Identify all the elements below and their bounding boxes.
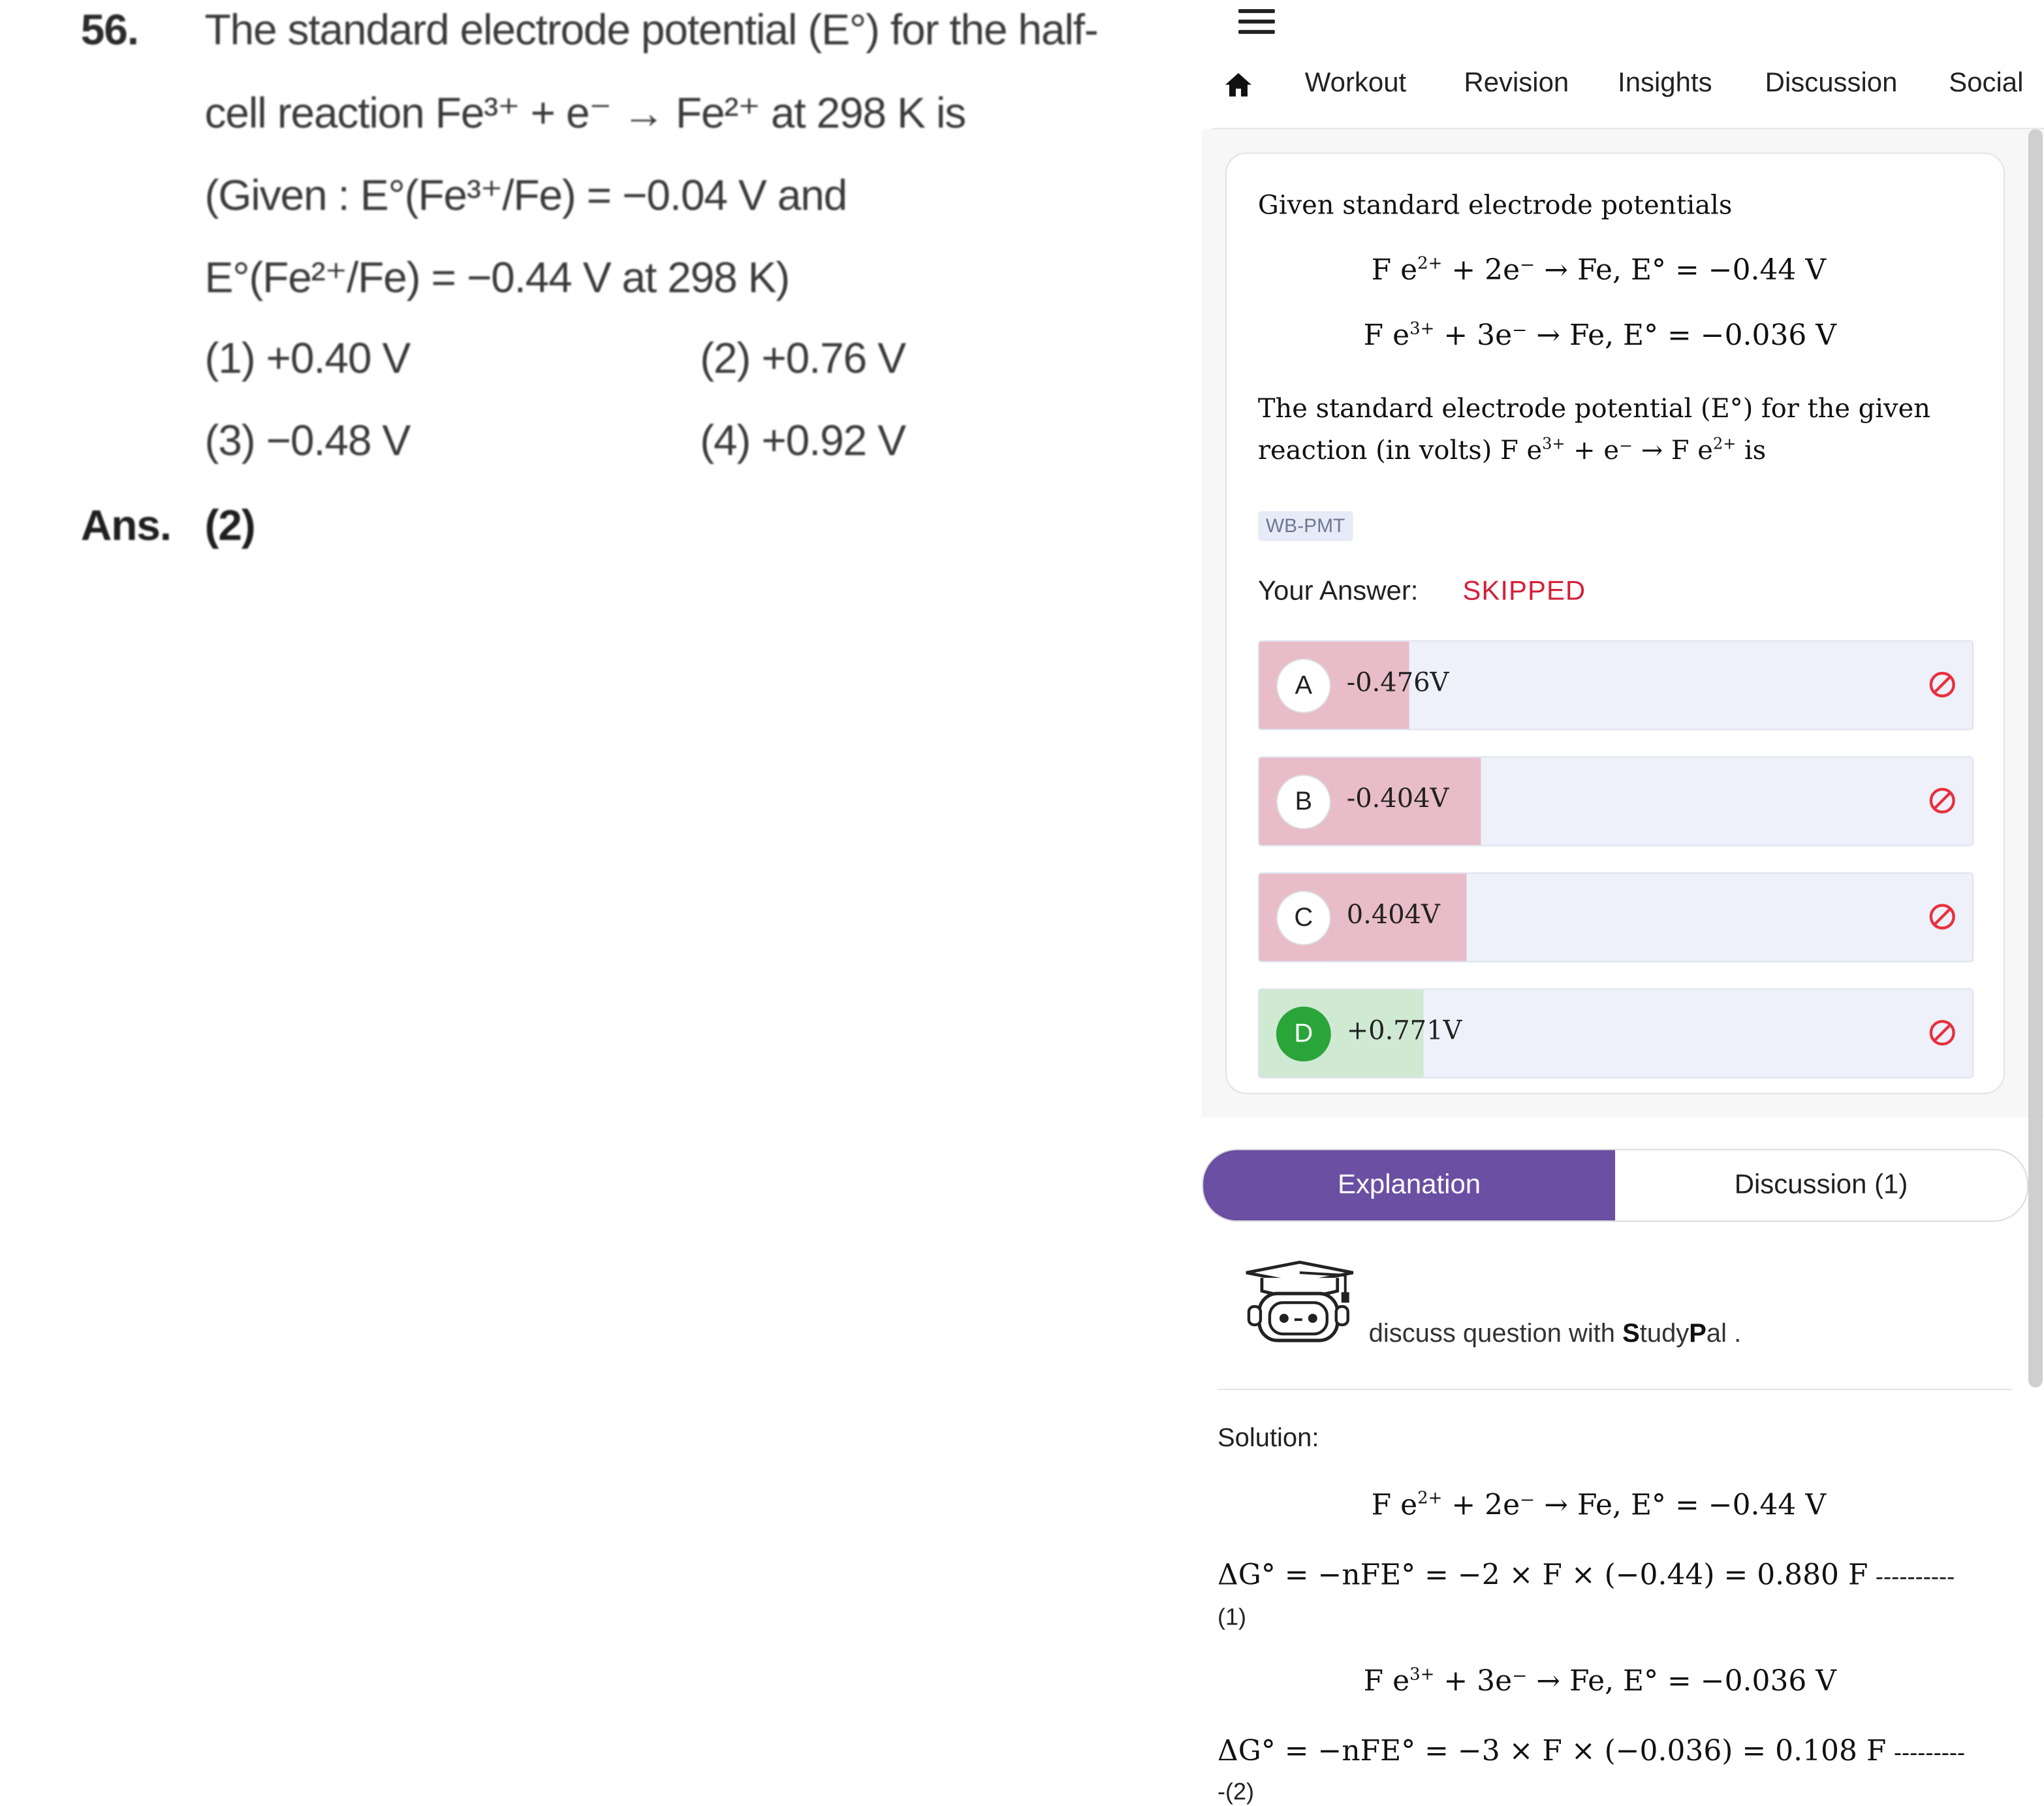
nav-tab-insights[interactable]: Insights xyxy=(1618,67,1712,98)
option-d-value: +0.771V xyxy=(1346,1014,1462,1046)
ban-icon xyxy=(1928,671,1957,699)
option-b-letter: B xyxy=(1276,774,1331,829)
home-icon[interactable] xyxy=(1223,69,1254,101)
top-nav xyxy=(1212,52,2044,129)
solution-ref-2: -(2) xyxy=(1218,1779,1254,1805)
studypal-prompt[interactable]: discuss question with StudyPal . xyxy=(1368,1320,1742,1349)
scan-option-2: (2) +0.76 V xyxy=(700,334,905,383)
ban-icon xyxy=(1928,1019,1957,1047)
solution-ref-1: (1) xyxy=(1218,1604,1246,1630)
scrollbar[interactable] xyxy=(2028,129,2043,1387)
scan-line-3: (Given : E°(Fe³⁺/Fe) = −0.04 V and xyxy=(204,170,847,219)
solution-equation-2: F $e^{3+} + 3e^- \to Fe$, E° = −0.036 V xyxy=(1363,1665,1837,1698)
tab-discussion[interactable]: Discussion (1) xyxy=(1734,1169,1908,1200)
solution-equation-1: F $e^{2+} + 2e^- \to Fe$, E° = −0.44 V xyxy=(1371,1489,1827,1523)
exam-tag: WB-PMT xyxy=(1258,511,1353,541)
your-answer-label: Your Answer: xyxy=(1257,576,1419,607)
nav-tab-workout[interactable]: Workout xyxy=(1304,67,1407,98)
option-b-value: -0.404V xyxy=(1346,782,1449,814)
option-c-value: 0.404V xyxy=(1346,898,1440,930)
nav-tab-social[interactable]: Social xyxy=(1949,67,2024,98)
scan-line-4: E°(Fe²⁺/Fe) = −0.44 V at 298 K) xyxy=(204,253,790,302)
option-c[interactable] xyxy=(1258,872,1973,962)
nav-tab-revision[interactable]: Revision xyxy=(1464,67,1569,98)
question-number: 56. xyxy=(80,5,138,54)
question-equation-1: F $e^{2+} + 2e^- \to Fe$, E° = −0.44 V xyxy=(1371,254,1827,288)
ban-icon xyxy=(1928,902,1957,931)
divider xyxy=(1218,1389,2013,1390)
scan-line-1: The standard electrode potential (E°) for the half- xyxy=(204,5,1098,54)
option-c-letter: C xyxy=(1276,891,1331,945)
option-a-letter: A xyxy=(1276,659,1331,714)
studypal-mascot-icon[interactable] xyxy=(1241,1257,1359,1351)
option-b[interactable] xyxy=(1258,756,1973,846)
question-text-line-2: reaction (in volts) F $e^{3+} + e^- \to F$ $e^{2+}$ is xyxy=(1257,434,1767,466)
solution-label: Solution: xyxy=(1218,1423,1319,1453)
question-text-line-1: The standard electrode potential (E°) for the given xyxy=(1257,392,1930,424)
solution-delta-g-2: ΔG° = −nFE° = −3 × F × (−0.036) = 0.108 F --------- xyxy=(1218,1735,1966,1769)
answer-label: Ans. xyxy=(80,500,171,549)
option-d-letter: D xyxy=(1276,1007,1331,1062)
option-a-value: -0.476V xyxy=(1346,666,1449,698)
scan-option-3: (3) −0.48 V xyxy=(204,416,411,464)
nav-tab-discussion[interactable]: Discussion xyxy=(1765,67,1898,98)
answer-value: (2) xyxy=(204,500,255,549)
your-answer-status: SKIPPED xyxy=(1462,576,1586,607)
option-d[interactable] xyxy=(1258,989,1973,1079)
scan-option-1: (1) +0.40 V xyxy=(204,334,411,383)
option-a[interactable] xyxy=(1258,641,1973,731)
tab-explanation[interactable]: Explanation xyxy=(1203,1150,1615,1220)
ban-icon xyxy=(1928,786,1957,815)
question-equation-2: F $e^{3+} + 3e^- \to Fe$, E° = −0.036 V xyxy=(1363,319,1837,353)
solution-tabs xyxy=(1202,1149,2028,1222)
solution-delta-g-1: ΔG° = −nFE° = −2 × F × (−0.44) = 0.880 F ---------- xyxy=(1218,1559,1955,1592)
scan-option-4: (4) +0.92 V xyxy=(700,416,905,464)
scan-line-2: cell reaction Fe³⁺ + e⁻ → Fe²⁺ at 298 K is xyxy=(204,88,966,137)
question-intro: Given standard electrode potentials xyxy=(1257,189,1733,221)
hamburger-menu-icon[interactable] xyxy=(1238,5,1275,37)
